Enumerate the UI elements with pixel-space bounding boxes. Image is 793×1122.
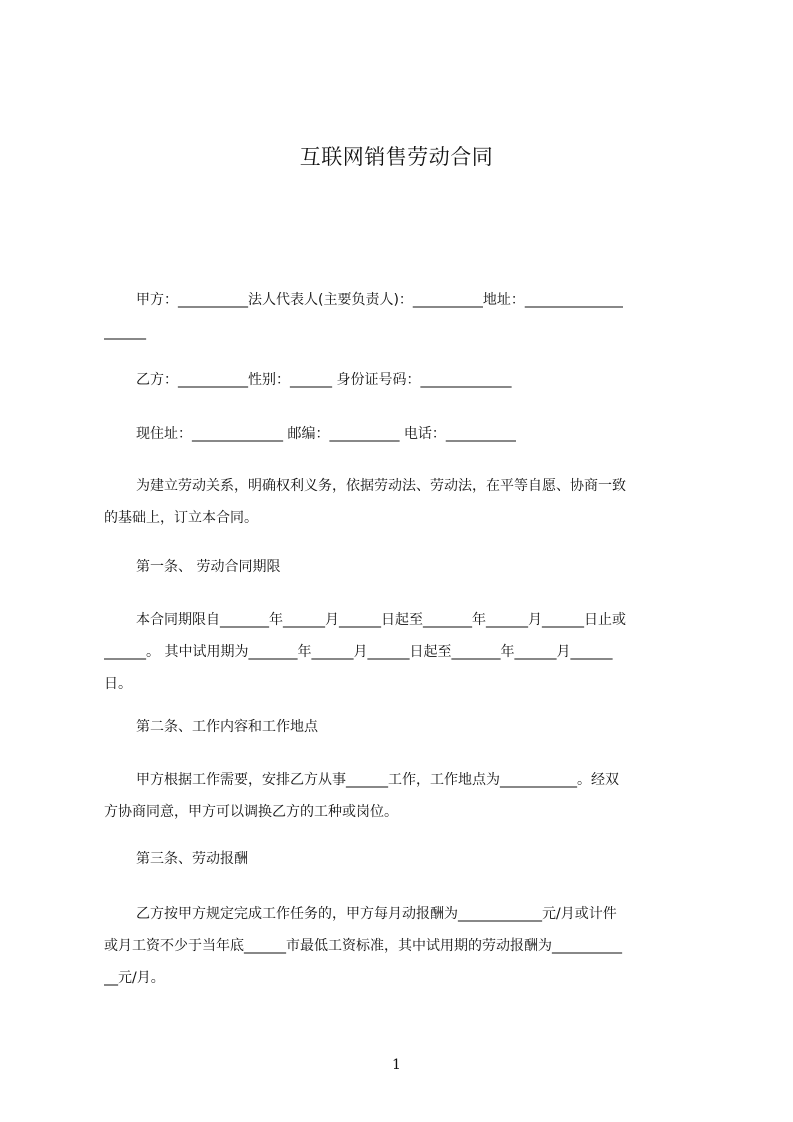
article-3-line-2: 或月工资不少于当年底______市最低工资标准，其中试用期的劳动报酬为__________ xyxy=(104,938,622,954)
address-line-1: 现住址：_____________ 邮编：__________ 电话：__________ xyxy=(136,426,516,442)
article-1-line-2: ______。 其中试用期为_______年______月______日起至_______年______月______ xyxy=(104,644,613,660)
article-1-line-3: 日。 xyxy=(104,676,132,692)
article-2-line-1: 甲方根据工作需要，安排乙方从事______工作，工作地点为___________。经双 xyxy=(136,772,619,788)
article-1-body xyxy=(104,604,702,700)
article-1-heading xyxy=(104,551,702,583)
address-section xyxy=(104,418,702,450)
page-number: 1 xyxy=(392,1057,401,1073)
article-2-heading xyxy=(104,711,702,743)
preamble-paragraph xyxy=(104,470,702,534)
preamble-line-1: 为建立劳动关系，明确权利义务，依据劳动法、劳动法，在平等自愿、协商一致 xyxy=(136,478,626,494)
article-2-heading-text: 第二条、工作内容和工作地点 xyxy=(136,719,318,735)
document-title: 互联网销售劳动合同 xyxy=(299,145,494,169)
article-3-heading-text: 第三条、劳动报酬 xyxy=(136,851,248,867)
article-1-line-1: 本合同期限自_______年______月______日起至_______年______月______日止或 xyxy=(136,612,626,628)
party-b-section xyxy=(104,364,702,396)
article-1-heading-text: 第一条、 劳动合同期限 xyxy=(136,559,281,575)
party-a-section xyxy=(104,284,702,348)
article-3-line-3: __元/月。 xyxy=(104,970,165,986)
party-b-line-1: 乙方：__________性别：______ 身份证号码：_____________ xyxy=(136,372,512,388)
article-3-line-1: 乙方按甲方规定完成工作任务的，甲方每月动报酬为____________元/月或计件 xyxy=(136,906,617,922)
party-a-line-2: ______ xyxy=(104,324,146,340)
article-2-body xyxy=(104,764,702,828)
preamble-line-2: 的基础上，订立本合同。 xyxy=(104,510,258,526)
article-3-body xyxy=(104,898,702,994)
article-3-heading xyxy=(104,843,702,875)
party-a-line-1: 甲方：__________法人代表人(主要负责人)：__________地址：______________ xyxy=(136,292,623,308)
article-2-line-2: 方协商同意，甲方可以调换乙方的工种或岗位。 xyxy=(104,804,398,820)
